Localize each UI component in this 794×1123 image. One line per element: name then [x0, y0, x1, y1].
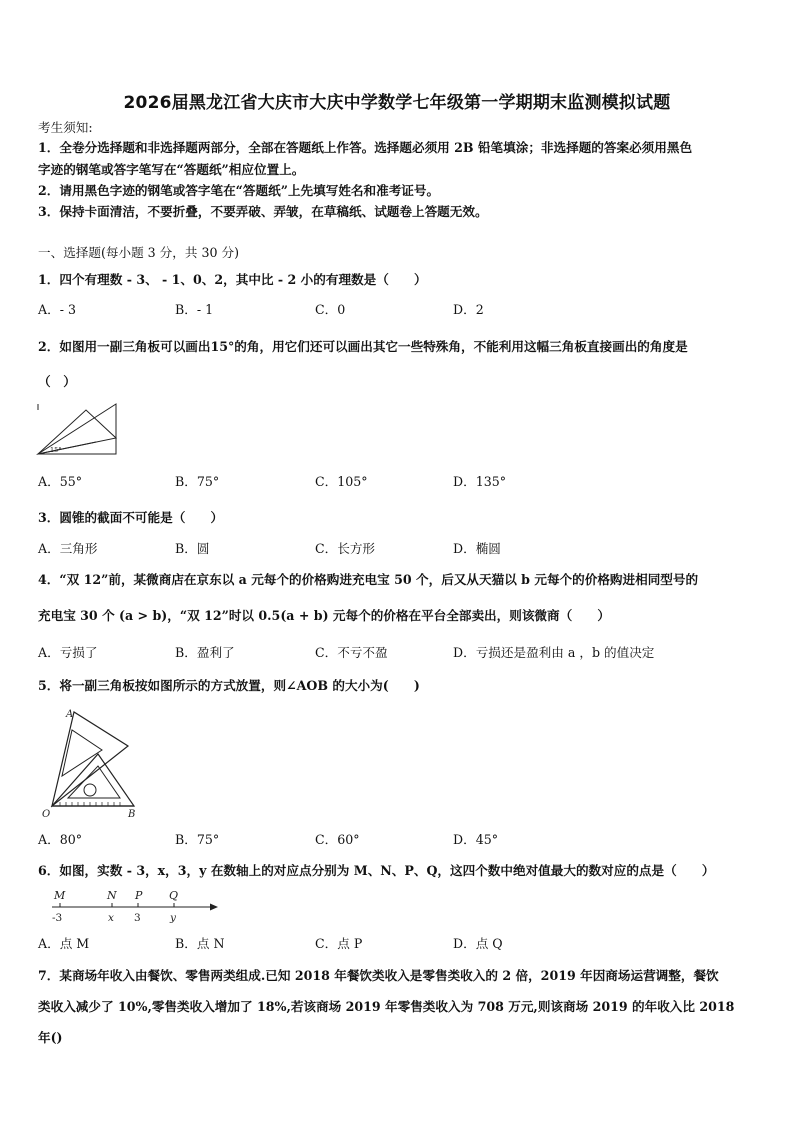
q5-circle-hole [84, 784, 96, 796]
q5-option-c[interactable]: C．60° [315, 832, 360, 847]
q6-number-line [38, 886, 222, 926]
q6-option-b[interactable]: B．点 N [175, 936, 225, 951]
q6-point-q: Q [169, 889, 179, 902]
q5-option-b[interactable]: B．75° [175, 832, 220, 847]
q2-option-a[interactable]: A．55° [38, 474, 83, 489]
q2-angle-label: 15° [50, 446, 62, 454]
q2-stem-cont: （ ） [38, 374, 76, 389]
notice-item-1-cont: 字迹的钢笔或答字笔写在“答题纸”相应位置上。 [38, 162, 305, 177]
q5-label-a: A [66, 709, 74, 720]
q5-label-b: B [128, 809, 136, 820]
q5-option-a[interactable]: A．80° [38, 832, 83, 847]
page-title: 2026届黑龙江省大庆市大庆中学数学七年级第一学期期末监测模拟试题 [123, 93, 671, 113]
q6-option-c[interactable]: C．点 P [315, 936, 363, 951]
q5-tall-triangle [52, 712, 128, 806]
q4-option-d[interactable]: D．亏损还是盈利由 a ，b 的值决定 [453, 645, 655, 660]
q3-option-d[interactable]: D．椭圆 [453, 541, 501, 556]
q6-value-p: 3 [134, 912, 141, 924]
q2-option-c[interactable]: C．105° [315, 474, 368, 489]
q6-value-q: y [170, 912, 176, 924]
q6-point-p: P [135, 889, 143, 902]
q6-value-n: x [108, 912, 114, 924]
q7-line-1: 7．某商场年收入由餐饮、零售两类组成.已知 2018 年餐饮类收入是零售类收入的 2 倍，2019 年因商场运营调整，餐饮 [38, 968, 719, 983]
q2-option-d[interactable]: D．135° [453, 474, 507, 489]
q6-point-n: N [107, 889, 117, 902]
q6-option-a[interactable]: A．点 M [38, 936, 90, 951]
q5-triangle-figure [38, 706, 148, 821]
q4-stem-cont: 充电宝 30 个 (a > b)，“双 12”时以 0.5(a + b) 元每个的价格在平台全部卖出，则该微商（ ） [38, 608, 610, 623]
q5-label-o: O [42, 809, 51, 820]
q1-option-d[interactable]: D．2 [453, 302, 484, 317]
q4-option-a[interactable]: A．亏损了 [38, 645, 98, 660]
q4-option-b[interactable]: B．盈利了 [175, 645, 235, 660]
notice-item-3: 3．保持卡面清洁，不要折叠，不要弄破、弄皱，在草稿纸、试题卷上答题无效。 [38, 204, 488, 219]
q3-stem: 3．圆锥的截面不可能是（ ） [38, 510, 224, 525]
q3-option-a[interactable]: A．三角形 [38, 541, 98, 556]
q2-triangle-figure [36, 402, 126, 458]
q1-stem: 1．四个有理数 - 3、 - 1、0、2，其中比 - 2 小的有理数是（ ） [38, 272, 427, 287]
q6-stem: 6．如图，实数 - 3，x，3，y 在数轴上的对应点分别为 M、N、P、Q，这四个数中绝对值最大的数对应的点是（ ） [38, 863, 715, 878]
q7-line-2: 类收入减少了 10%,零售类收入增加了 18%,若该商场 2019 年零售类收入为 708 万元,则该商场 2019 的年收入比 2018 [38, 999, 735, 1014]
q1-option-a[interactable]: A．- 3 [38, 302, 76, 317]
q2-option-b[interactable]: B．75° [175, 474, 220, 489]
q1-option-b[interactable]: B．- 1 [175, 302, 214, 317]
q5-base-inner [68, 766, 120, 798]
notice-item-1: 1．全卷分选择题和非选择题两部分，全部在答题纸上作答。选择题必须用 2B 铅笔填涂；非选择题的答案必须用黑色 [38, 140, 693, 155]
q6-axis-ticks [60, 903, 174, 907]
notice-item-2: 2．请用黑色字迹的钢笔或答字笔在“答题纸”上先填写姓名和准考证号。 [38, 183, 440, 198]
q6-axis-arrow [210, 904, 218, 911]
q3-option-b[interactable]: B．圆 [175, 541, 210, 556]
q4-option-c[interactable]: C．不亏不盈 [315, 645, 388, 660]
q3-option-c[interactable]: C．长方形 [315, 541, 376, 556]
q5-stem: 5．将一副三角板按如图所示的方式放置，则∠AOB 的大小为( ) [38, 678, 420, 693]
q2-stem: 2．如图用一副三角板可以画出15°的角，用它们还可以画出其它一些特殊角，不能利用这幅三角板直接画出的角度是 [38, 339, 688, 354]
q1-option-c[interactable]: C．0 [315, 302, 346, 317]
q7-line-3: 年() [38, 1030, 63, 1045]
q6-point-m: M [54, 889, 66, 902]
section-heading: 一、选择题(每小题 3 分，共 30 分) [38, 245, 240, 260]
q6-option-d[interactable]: D．点 Q [453, 936, 503, 951]
q6-value-m: -3 [52, 912, 63, 924]
q4-stem: 4．“双 12”前，某微商店在京东以 a 元每个的价格购进充电宝 50 个，后又从天猫以 b 元每个的价格购进相同型号的 [38, 572, 699, 587]
q5-option-d[interactable]: D．45° [453, 832, 499, 847]
notice-heading: 考生须知: [38, 120, 93, 135]
